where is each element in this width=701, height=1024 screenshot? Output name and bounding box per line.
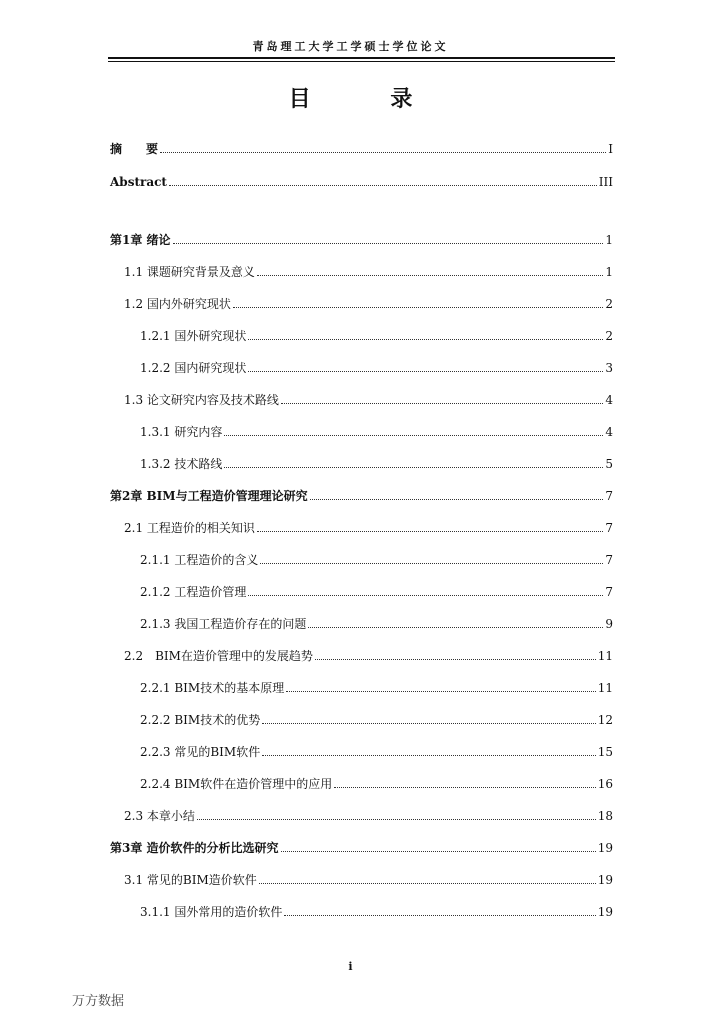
toc-entry-page: III: [598, 175, 613, 189]
toc-entry-page: 7: [605, 489, 613, 503]
toc-entry-page: 2: [605, 297, 613, 311]
toc-entry: [140, 456, 613, 472]
toc-entry: [110, 232, 613, 248]
toc-entry: [124, 808, 613, 824]
toc-entry: [140, 552, 613, 568]
toc-entry: [140, 616, 613, 632]
toc-entry-page: 19: [597, 841, 613, 855]
toc-entry: [124, 296, 613, 312]
toc-entry: [140, 680, 613, 696]
toc-entry-page: 9: [605, 617, 613, 631]
toc-entry-page: 7: [605, 585, 613, 599]
toc-entry-label: 1.2 国内外研究现状: [124, 297, 231, 311]
toc-entry-label: 第2章 BIM与工程造价管理理论研究: [110, 489, 308, 503]
toc-entry: [140, 712, 613, 728]
toc-entry: [140, 744, 613, 760]
toc-entry-page: 3: [605, 361, 613, 375]
toc-entry-page: 11: [597, 649, 613, 663]
toc-leader: [160, 152, 606, 153]
toc-entry-label: 2.2.1 BIM技术的基本原理: [140, 681, 285, 695]
toc-entry-label: 2.3 本章小结: [124, 809, 195, 823]
toc-entry-page: 16: [597, 777, 613, 791]
toc-entry-page: 19: [597, 873, 613, 887]
toc-leader: [197, 819, 596, 820]
toc-leader: [315, 659, 596, 660]
toc-entry: [124, 392, 613, 408]
toc-entry: [124, 264, 613, 280]
toc-entry: [140, 328, 613, 344]
toc-entry-label: 1.3 论文研究内容及技术路线: [124, 393, 279, 407]
toc-entry: [140, 360, 613, 376]
toc-entry-page: 5: [605, 457, 613, 471]
toc-entry: [110, 840, 613, 856]
toc-entry-label: 2.1.2 工程造价管理: [140, 585, 247, 599]
toc-entry-label: 第1章 绪论: [110, 233, 171, 247]
toc-entry-page: 7: [605, 553, 613, 567]
toc-entry-page: 19: [597, 905, 613, 919]
toc-entry-page: 2: [605, 329, 613, 343]
toc-entry: [140, 584, 613, 600]
toc-entry-page: 18: [597, 809, 613, 823]
toc-entry-label: 1.1 课题研究背景及意义: [124, 265, 255, 279]
page-number: i: [348, 960, 353, 973]
toc-leader: [257, 275, 603, 276]
toc-leader: [262, 755, 596, 756]
toc-entry-label: 3.1 常见的BIM造价软件: [124, 873, 257, 887]
watermark-text: 万方数据: [72, 994, 125, 1009]
toc-entry-page: 4: [605, 425, 613, 439]
running-header: 青岛理工大学工学硕士学位论文: [252, 40, 449, 53]
toc-entry: [124, 520, 613, 536]
toc-leader: [308, 627, 603, 628]
toc-entry-label: 1.3.1 研究内容: [140, 425, 223, 439]
toc-entry-page: 12: [597, 713, 613, 727]
toc-leader: [260, 563, 603, 564]
toc-entry-label: 2.1 工程造价的相关知识: [124, 521, 255, 535]
toc-entry-label: 2.1.3 我国工程造价存在的问题: [140, 617, 307, 631]
toc-entry-label: 3.1.1 国外常用的造价软件: [140, 905, 283, 919]
toc-entry-label: 2.2.2 BIM技术的优势: [140, 713, 261, 727]
toc-entry: [124, 648, 613, 664]
toc-leader: [259, 883, 596, 884]
toc-entry-page: 7: [605, 521, 613, 535]
toc-entry: [124, 872, 613, 888]
toc-leader: [248, 595, 603, 596]
toc-leader: [233, 307, 603, 308]
toc-entry-label: 第3章 造价软件的分析比选研究: [110, 841, 279, 855]
toc-entry-page: 1: [605, 233, 613, 247]
toc-entry-page: 4: [605, 393, 613, 407]
toc-title: 目 录: [288, 86, 449, 112]
toc-entry-page: 1: [605, 265, 613, 279]
toc-entry: [110, 174, 613, 190]
toc-entry-label: 2.2 BIM在造价管理中的发展趋势: [124, 649, 313, 663]
toc-leader: [310, 499, 604, 500]
toc-leader: [257, 531, 603, 532]
toc-entry-page: 15: [597, 745, 613, 759]
toc-leader: [281, 403, 603, 404]
toc-entry-label: 2.2.4 BIM软件在造价管理中的应用: [140, 777, 333, 791]
toc-leader: [334, 787, 596, 788]
toc-entry: [140, 776, 613, 792]
toc-entry-label: 1.2.2 国内研究现状: [140, 361, 247, 375]
toc-leader: [224, 467, 603, 468]
toc-entry-label: 摘 要: [110, 142, 159, 156]
toc-leader: [284, 915, 595, 916]
toc-entry-label: 1.3.2 技术路线: [140, 457, 223, 471]
toc-entry: [110, 141, 613, 157]
toc-leader: [248, 339, 603, 340]
toc-entry-page: I: [608, 142, 613, 156]
toc-leader: [281, 851, 596, 852]
toc-leader: [224, 435, 603, 436]
header-rule-thin: [108, 61, 615, 62]
toc-entry-label: 2.2.3 常见的BIM软件: [140, 745, 261, 759]
toc-leader: [248, 371, 603, 372]
toc-entry: [140, 904, 613, 920]
toc-entry-label: 2.1.1 工程造价的含义: [140, 553, 259, 567]
toc-entry: [110, 488, 613, 504]
toc-entry: [140, 424, 613, 440]
toc-leader: [262, 723, 596, 724]
toc-entry-page: 11: [597, 681, 613, 695]
toc-entry-label: Abstract: [110, 175, 167, 189]
header-rule: [108, 57, 615, 59]
toc-leader: [169, 185, 597, 186]
toc-entry-label: 1.2.1 国外研究现状: [140, 329, 247, 343]
toc-leader: [173, 243, 604, 244]
toc-leader: [286, 691, 596, 692]
